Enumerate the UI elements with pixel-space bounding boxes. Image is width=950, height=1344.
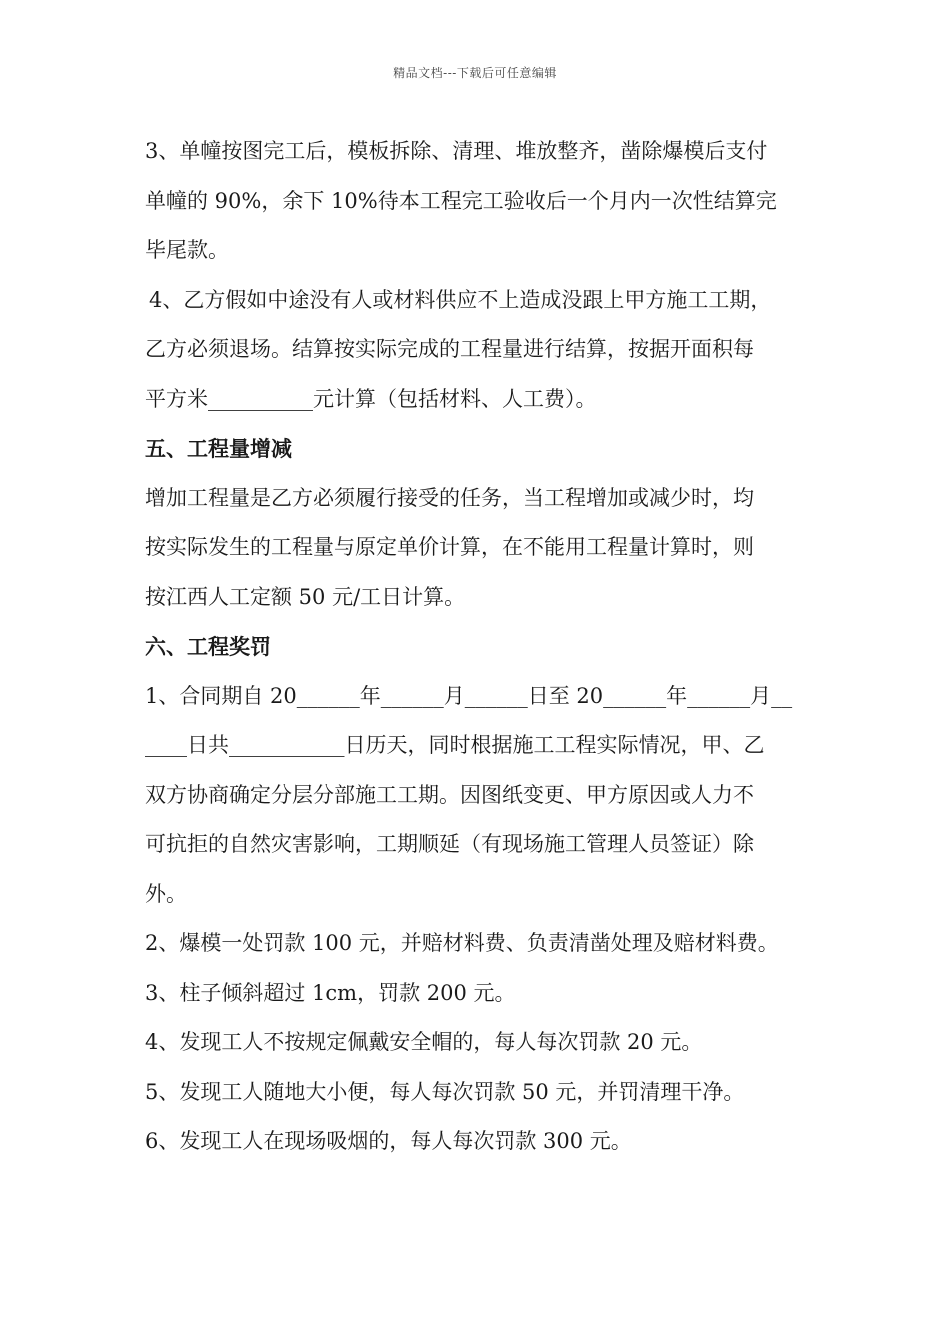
section-5-line-1: 增加工程量是乙方必须履行接受的任务，当工程增加或减少时，均: [145, 485, 754, 510]
clause-3-line-3: 毕尾款。: [145, 238, 229, 262]
item-3: 3、柱子倾斜超过 1cm，罚款 200 元。: [145, 980, 516, 1005]
section-5-line-2: 按实际发生的工程量与原定单价计算，在不能用工程量计算时，则: [145, 535, 754, 559]
clause-4-line-2: 乙方必须退场。结算按实际完成的工程量进行结算，按据开面积每: [145, 337, 754, 361]
section-heading-6: 六、工程奖罚: [145, 634, 271, 659]
item-1-line-4: 可抗拒的自然灾害影响，工期顺延（有现场施工管理人员签证）除: [145, 832, 754, 856]
item-1-line-3: 双方协商确定分层分部施工工期。因图纸变更、甲方原因或人力不: [145, 782, 754, 807]
clause-3-line-2: 单幢的 90%，余下 10%待本工程完工验收后一个月内一次性结算完: [145, 188, 777, 213]
clause-4-line-3: 平方米__________元计算（包括材料、人工费）。: [145, 386, 597, 411]
document-body: [145, 127, 807, 1167]
item-4: 4、发现工人不按规定佩戴安全帽的，每人每次罚款 20 元。: [145, 1030, 703, 1054]
page-header: 精品文档---下载后可任意编辑: [393, 66, 557, 80]
item-1-line-5: 外。: [145, 881, 187, 906]
clause-4-line-1: 4、乙方假如中途没有人或材料供应不上造成没跟上甲方施工工期，: [149, 287, 772, 312]
section-heading-5: 五、工程量增减: [145, 436, 292, 461]
item-6: 6、发现工人在现场吸烟的，每人每次罚款 300 元。: [145, 1129, 632, 1153]
item-5: 5、发现工人随地大小便，每人每次罚款 50 元，并罚清理干净。: [145, 1079, 745, 1104]
item-2: 2、爆模一处罚款 100 元，并赔材料费、负责清凿处理及赔材料费。: [145, 931, 779, 955]
item-1-line-2: ____日共___________日历天，同时根据施工工程实际情况，甲、乙: [145, 733, 765, 757]
item-1-line-1: 1、合同期自 20______年______月______日至 20______年______月__: [145, 683, 793, 708]
section-5-line-3: 按江西人工定额 50 元/工日计算。: [145, 584, 466, 609]
clause-3-line-1: 3、单幢按图完工后，模板拆除、清理、堆放整齐，凿除爆模后支付: [145, 139, 768, 163]
